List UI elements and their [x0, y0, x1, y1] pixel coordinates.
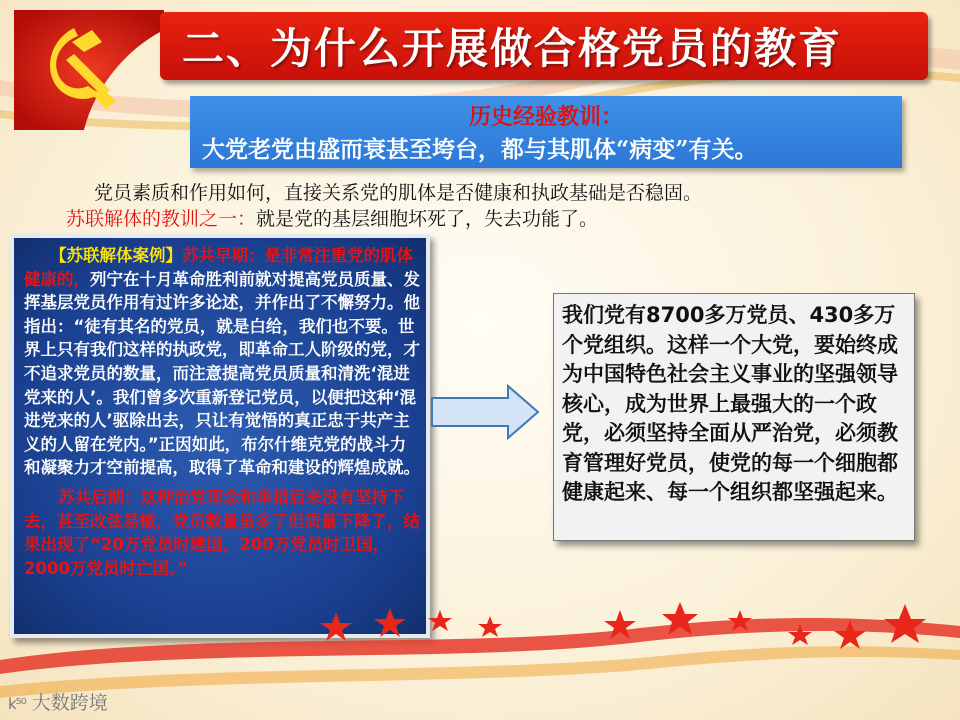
- soviet-case-box: [10, 234, 430, 638]
- right-arrow-icon: [430, 384, 540, 440]
- case-tag: 【苏联解体案例】: [50, 246, 182, 265]
- party-summary-box: [553, 293, 915, 541]
- party-summary-text: 我们党有8700多万党员、430多万个党组织。这样一个大党，要始终成为中国特色社会主义事业的坚强领导核心，成为世界上最强大的一个政党，必须坚持全面从严治党，必须教育管理好党员，使党的每一个细胞都健康起来、每一个组织都坚强起来。: [562, 303, 898, 504]
- case-early-label: 苏共早期：是非常注重党的肌体健康的，: [24, 246, 413, 289]
- paragraph-soviet-lesson: [66, 204, 598, 231]
- page-title: 二、为什么开展做合格党员的教育: [182, 24, 843, 73]
- watermark-logo: [8, 688, 108, 715]
- soviet-case-text: [24, 244, 420, 580]
- soviet-lesson-text: 就是党的基层细胞坏死了，失去功能了。: [256, 208, 599, 230]
- case-body: 列宁在十月革命胜利前就对提高党员质量、发挥基层党员作用有过许多论述，并作出了不懈努力。他指出：“徒有其名的党员，就是白给，我们也不要。世界上只有我们这样的执政党，即革命工人阶级的党，才不追求党员的数量，而注意提高党员质量和清洗‘混进党来的人’。我们曾多次重新登记党员，以便把这种‘混进党来的人’驱除出去，只让有觉悟的真正忠于共产主义的人留在党内。”正因如此，布尔什维克党的战斗力和凝聚力才空前提高，取得了革命和建设的辉煌成就。: [24, 269, 420, 478]
- history-lesson-box: [190, 96, 902, 168]
- party-emblem-icon: [14, 10, 164, 130]
- history-lesson-text: 大党老党由盛而衰甚至垮台，都与其肌体“病变”有关。: [202, 136, 758, 163]
- title-banner: [160, 12, 928, 80]
- bottom-ribbon-decoration: [0, 590, 960, 720]
- soviet-lesson-label: 苏联解体的教训之一：: [66, 208, 257, 230]
- paragraph-quality: 党员素质和作用如何，直接关系党的肌体是否健康和执政基础是否稳固。: [94, 182, 703, 204]
- logo-text: 大数跨境: [31, 692, 108, 714]
- case-late-text: 苏共后期：这种治党理念和举措后来没有坚持下去，甚至改弦易辙，党员数量虽多了但质量下降了，结果出现了“20万党员时建国，200万党员时卫国，2000万党员时亡国。”: [24, 487, 420, 578]
- history-lesson-heading: 历史经验教训：: [468, 104, 623, 130]
- logo-mark-icon: k⁵⁰: [8, 695, 26, 713]
